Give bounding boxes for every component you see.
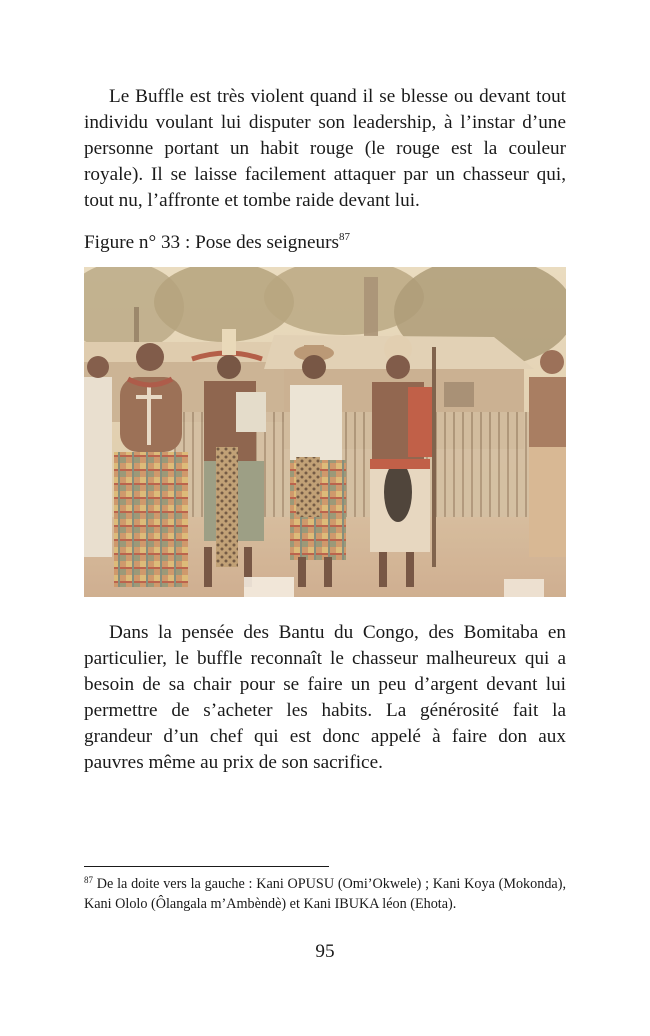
page-number: 95	[315, 941, 335, 962]
footnote-text: De la doite vers la gauche : Kani OPUSU (Omi’Okwele) ; Kani Koya (Mokonda), Kani Ololo (Ôlangala m’Ambèndè) et Kani IBUKA léon (Ehota).	[84, 876, 566, 912]
footnote-reference: 87	[338, 231, 350, 243]
figure-caption-text: Figure n° 33 : Pose des seigneurs	[84, 232, 339, 253]
footnote-number: 87	[84, 875, 93, 885]
figure-caption	[84, 230, 350, 256]
photo-illustration	[84, 267, 566, 597]
footnote-divider	[84, 866, 329, 867]
paragraph-buffalo-violence: Le Buffle est très violent quand il se blesse ou devant tout individu voulant lui disputer son leadership, à l’instar d’une personne portant un habit rouge (le rouge est la couleur royale). Il se laisse facilement attaquer par un chasseur qui, tout nu, l’affronte et tombe raide devant lui.	[84, 86, 566, 211]
paragraph-bantu-thought: Dans la pensée des Bantu du Congo, des Bomitaba en particulier, le buffle reconnaît le chasseur malheureux qui a besoin de sa chair pour se faire un peu d’argent devant lui permettre de s’acheter les habits. La générosité fait la grandeur d’un chef qui est donc appelé à faire don aux pauvres même au prix de son sacrifice.	[84, 622, 566, 773]
footnote	[84, 874, 566, 914]
figure-photo-chiefs	[84, 267, 566, 597]
